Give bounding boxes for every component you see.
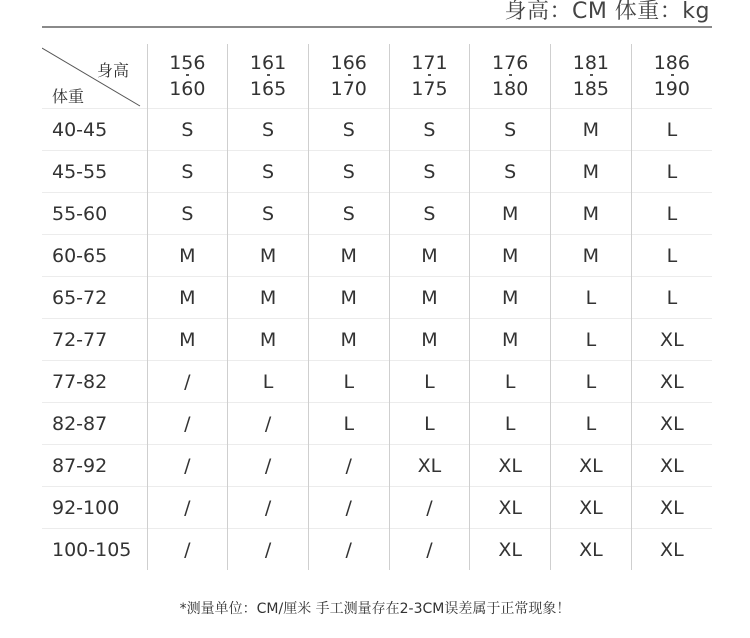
size-cell: M: [147, 235, 228, 277]
height-range-min: 161: [249, 52, 287, 74]
size-cell: /: [308, 445, 389, 487]
size-cell: M: [228, 235, 309, 277]
height-range-min: 181: [572, 52, 609, 74]
size-cell: L: [308, 403, 389, 445]
height-range-header: [631, 44, 712, 109]
size-cell: M: [308, 319, 389, 361]
size-cell: /: [147, 445, 228, 487]
size-cell: S: [308, 151, 389, 193]
height-range-header: [389, 44, 470, 109]
size-cell: L: [470, 361, 551, 403]
size-cell: /: [147, 487, 228, 529]
height-range-min: 166: [330, 52, 367, 74]
height-axis-label: 身高: [97, 61, 130, 80]
table-row: [42, 109, 712, 151]
table-row: [42, 445, 712, 487]
height-range-min: 171: [411, 52, 448, 74]
size-cell: L: [631, 151, 712, 193]
size-cell: S: [308, 193, 389, 235]
size-cell: L: [470, 403, 551, 445]
size-cell: /: [147, 403, 228, 445]
size-cell: XL: [551, 445, 632, 487]
height-range-max: 170: [330, 78, 367, 100]
table-row: [42, 235, 712, 277]
size-cell: XL: [631, 529, 712, 571]
size-cell: /: [308, 529, 389, 571]
corner-cell: [42, 44, 147, 109]
size-cell: L: [308, 361, 389, 403]
height-range-min: 186: [653, 52, 690, 74]
size-cell: M: [470, 319, 551, 361]
size-cell: S: [389, 109, 470, 151]
size-cell: M: [308, 277, 389, 319]
size-cell: M: [308, 235, 389, 277]
height-range-min: 176: [492, 52, 529, 74]
size-cell: M: [228, 277, 309, 319]
weight-range-label: 82-87: [42, 403, 147, 445]
size-cell: L: [389, 361, 470, 403]
height-range-max: 175: [411, 78, 448, 100]
weight-range-label: 65-72: [42, 277, 147, 319]
size-cell: L: [551, 403, 632, 445]
size-cell: /: [389, 529, 470, 571]
size-chart-table: [42, 44, 712, 570]
size-cell: XL: [631, 403, 712, 445]
size-cell: L: [631, 277, 712, 319]
size-cell: XL: [631, 361, 712, 403]
table-row: [42, 193, 712, 235]
size-cell: L: [631, 235, 712, 277]
size-cell: L: [631, 193, 712, 235]
height-range-header: [147, 44, 228, 109]
height-range-max: 160: [169, 78, 206, 100]
size-cell: S: [228, 193, 309, 235]
size-cell: M: [551, 193, 632, 235]
table-row: [42, 319, 712, 361]
size-cell: S: [147, 151, 228, 193]
title-divider: [42, 26, 712, 28]
size-cell: M: [551, 109, 632, 151]
table-row: [42, 361, 712, 403]
weight-range-label: 40-45: [42, 109, 147, 151]
size-cell: XL: [631, 487, 712, 529]
size-cell: /: [147, 529, 228, 571]
size-cell: /: [228, 487, 309, 529]
weight-range-label: 55-60: [42, 193, 147, 235]
size-cell: /: [228, 529, 309, 571]
size-cell: XL: [631, 445, 712, 487]
size-cell: S: [308, 109, 389, 151]
weight-range-label: 100-105: [42, 529, 147, 571]
table-row: [42, 403, 712, 445]
size-cell: S: [147, 193, 228, 235]
unit-title: 身高：CM 体重：kg: [504, 0, 710, 24]
size-cell: XL: [389, 445, 470, 487]
table-row: [42, 277, 712, 319]
size-cell: S: [228, 151, 309, 193]
size-cell: S: [470, 109, 551, 151]
weight-range-label: 77-82: [42, 361, 147, 403]
size-cell: L: [631, 109, 712, 151]
size-cell: S: [147, 109, 228, 151]
size-cell: M: [470, 235, 551, 277]
header-row: [42, 44, 712, 109]
size-cell: L: [551, 319, 632, 361]
size-cell: XL: [551, 529, 632, 571]
height-range-header: [228, 44, 309, 109]
weight-range-label: 45-55: [42, 151, 147, 193]
size-cell: M: [389, 235, 470, 277]
size-cell: M: [147, 277, 228, 319]
size-cell: XL: [551, 487, 632, 529]
size-cell: M: [551, 151, 632, 193]
size-cell: XL: [470, 529, 551, 571]
size-cell: L: [228, 361, 309, 403]
size-cell: L: [389, 403, 470, 445]
height-range-header: [308, 44, 389, 109]
height-range-min: 156: [169, 52, 206, 74]
size-cell: /: [228, 445, 309, 487]
weight-range-label: 92-100: [42, 487, 147, 529]
size-cell: M: [147, 319, 228, 361]
size-cell: /: [389, 487, 470, 529]
size-cell: S: [389, 193, 470, 235]
table-row: [42, 529, 712, 571]
weight-axis-label: 体重: [52, 87, 85, 106]
height-range-max: 185: [572, 78, 609, 100]
height-range-max: 165: [249, 78, 287, 100]
size-rows: [42, 109, 712, 571]
weight-range-label: 87-92: [42, 445, 147, 487]
table-row: [42, 487, 712, 529]
weight-range-label: 72-77: [42, 319, 147, 361]
size-cell: XL: [470, 487, 551, 529]
size-cell: M: [389, 319, 470, 361]
size-cell: L: [551, 277, 632, 319]
size-cell: M: [470, 193, 551, 235]
size-cell: S: [389, 151, 470, 193]
height-range-header: [551, 44, 632, 109]
table-row: [42, 151, 712, 193]
size-cell: XL: [470, 445, 551, 487]
size-cell: L: [551, 361, 632, 403]
size-cell: M: [551, 235, 632, 277]
size-cell: M: [389, 277, 470, 319]
size-cell: S: [228, 109, 309, 151]
weight-range-label: 60-65: [42, 235, 147, 277]
size-cell: /: [228, 403, 309, 445]
size-cell: M: [228, 319, 309, 361]
size-cell: M: [470, 277, 551, 319]
measurement-footnote: *测量单位：CM/厘米 手工测量存在2-3CM误差属于正常现象！: [179, 601, 571, 617]
height-range-max: 180: [492, 78, 529, 100]
size-cell: /: [308, 487, 389, 529]
height-range-max: 190: [653, 78, 690, 100]
size-cell: /: [147, 361, 228, 403]
height-range-header: [470, 44, 551, 109]
size-cell: XL: [631, 319, 712, 361]
size-cell: S: [470, 151, 551, 193]
